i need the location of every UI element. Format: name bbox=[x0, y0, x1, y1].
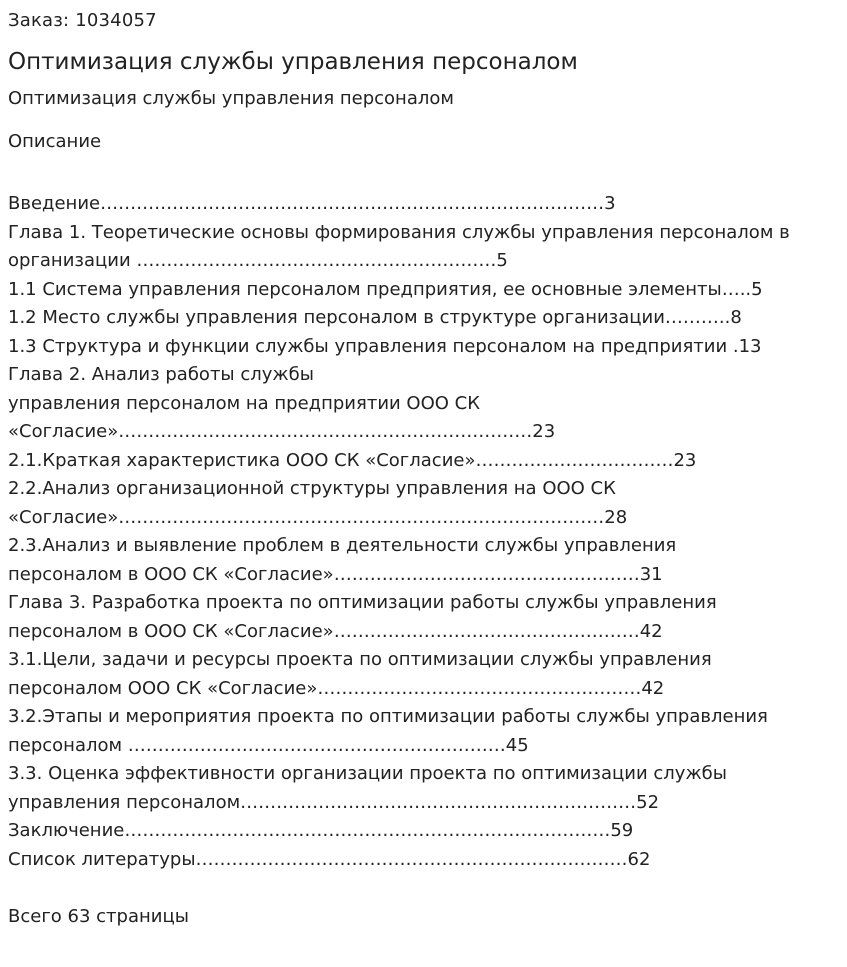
toc-line: Глава 1. Теоретические основы формирования службы управления персоналом в bbox=[8, 221, 790, 243]
toc-line: 1.2 Место службы управления персоналом в структуре организации………..8 bbox=[8, 307, 742, 328]
toc-line: управления персоналом на предприятии ООО СК bbox=[8, 392, 481, 414]
toc-line: Введение…………………………………………………………………………3 bbox=[8, 193, 616, 214]
total-pages: Всего 63 страницы bbox=[8, 906, 189, 927]
toc-line: «Согласие»………………………………………………………………………28 bbox=[8, 506, 628, 528]
toc-line: 3.3. Оценка эффективности организации проекта по оптимизации службы bbox=[8, 763, 727, 784]
toc-line: 3.1.Цели, задачи и ресурсы проекта по оптимизации службы управления bbox=[8, 649, 712, 670]
order-number: Заказ: 1034057 bbox=[8, 10, 157, 31]
page-title: Оптимизация службы управления персоналом bbox=[8, 49, 578, 75]
toc-line: 3.2.Этапы и мероприятия проекта по оптимизации работы службы управления bbox=[8, 706, 768, 727]
toc-line: Заключение………………………………………………………………………59 bbox=[8, 820, 634, 841]
toc-line: 2.1.Краткая характеристика ООО СК «Согласие»……………………………23 bbox=[8, 449, 697, 471]
toc-line: Список литературы………………………………………………………………62 bbox=[8, 848, 651, 870]
toc-line: 1.3 Структура и функции службы управления персоналом на предприятии .13 bbox=[8, 335, 762, 357]
toc-line: организации ……………………………………………………5 bbox=[8, 250, 508, 271]
toc-line: «Согласие»……………………………………………………………23 bbox=[8, 421, 556, 442]
toc-line: Глава 2. Анализ работы службы bbox=[8, 364, 314, 385]
toc-line: 2.3.Анализ и выявление проблем в деятельности службы управления bbox=[8, 535, 677, 556]
toc-line: персоналом ООО СК «Согласие»………………………………………………42 bbox=[8, 677, 665, 699]
toc-line: Глава 3. Разработка проекта по оптимизации работы службы управления bbox=[8, 592, 717, 613]
toc-line: управления персоналом…………………………………………………………52 bbox=[8, 791, 660, 813]
toc-line: 2.2.Анализ организационной структуры управления на ООО СК bbox=[8, 478, 616, 499]
toc-line: персоналом в ООО СК «Согласие»……………………………………………42 bbox=[8, 620, 663, 642]
page-subtitle: Оптимизация службы управления персоналом bbox=[8, 88, 454, 109]
description-label: Описание bbox=[8, 131, 102, 152]
table-of-contents bbox=[8, 190, 843, 874]
toc-line: персоналом ………………………………………………………45 bbox=[8, 734, 529, 756]
toc-line: 1.1 Система управления персоналом предприятия, ее основные элементы…..5 bbox=[8, 278, 763, 300]
toc-line: персоналом в ООО СК «Согласие»……………………………………………31 bbox=[8, 563, 663, 585]
